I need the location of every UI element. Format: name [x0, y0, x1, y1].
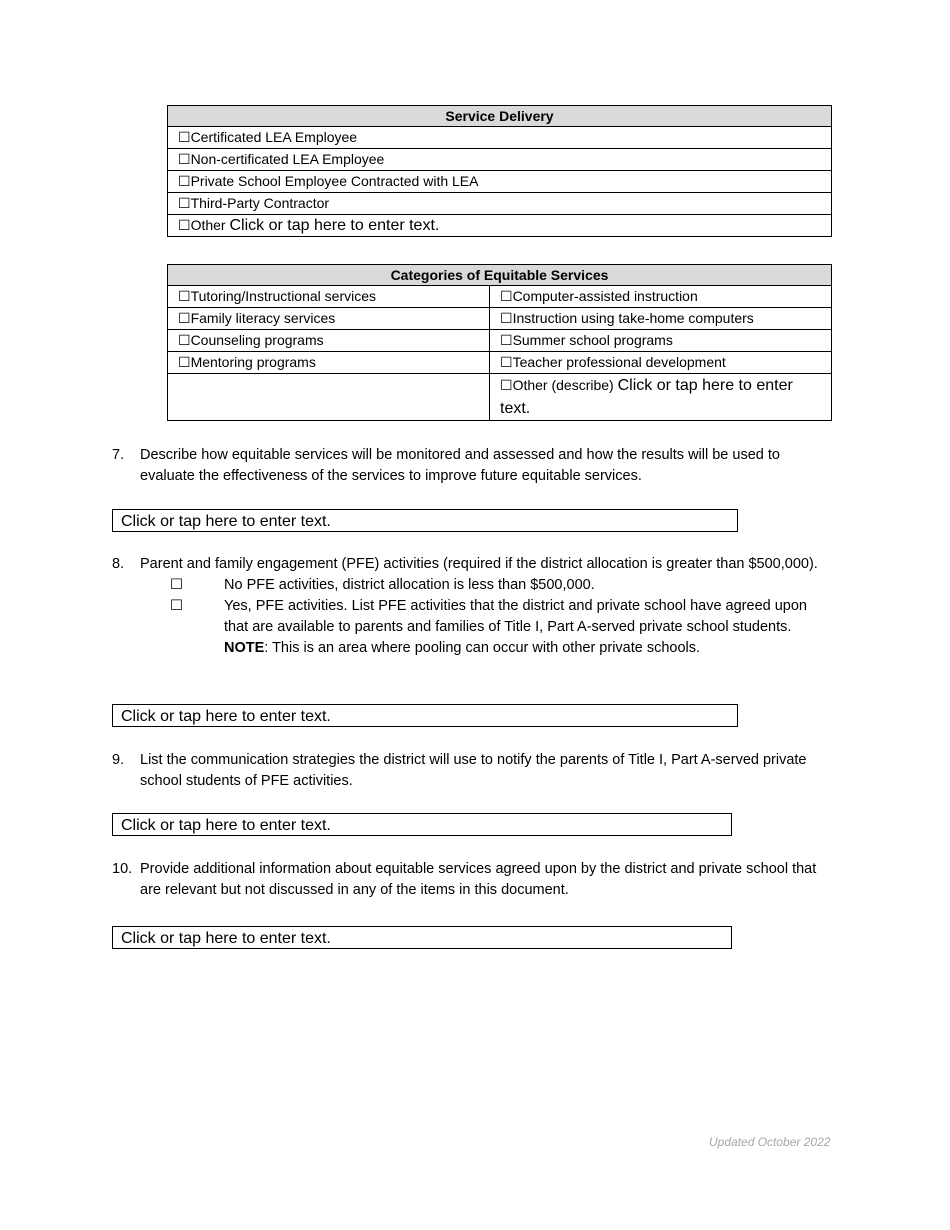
footer-updated-date: Updated October 2022 — [709, 1135, 831, 1149]
category-item[interactable] — [168, 330, 490, 352]
question-text: Describe how equitable services will be monitored and assessed and how the results will be used to evaluate the effectiveness of the services to improve future equitable services. — [140, 447, 780, 484]
service-item-certificated[interactable] — [168, 127, 832, 149]
categories-title: Categories of Equitable Services — [168, 265, 832, 286]
option-yes-pfe[interactable] — [170, 596, 832, 659]
service-item-private-contracted[interactable] — [168, 171, 832, 193]
service-item-label: Certificated LEA Employee — [190, 129, 358, 145]
other-text-input[interactable]: Click or tap here to enter text. — [229, 217, 440, 234]
checkbox[interactable]: ☐ — [178, 310, 191, 326]
checkbox[interactable]: ☐ — [178, 151, 191, 167]
q10-text-input[interactable]: Click or tap here to enter text. — [112, 926, 732, 949]
service-item-noncertificated[interactable] — [168, 149, 832, 171]
question-number: 9. — [112, 752, 125, 768]
category-label: Mentoring programs — [190, 354, 316, 370]
q7-text-input[interactable]: Click or tap here to enter text. — [112, 509, 738, 532]
service-item-label: Other — [190, 217, 226, 233]
checkbox[interactable]: ☐ — [178, 195, 191, 211]
checkbox[interactable]: ☐ — [500, 310, 513, 326]
option-label: No PFE activities, district allocation is less than $500,000. — [224, 577, 595, 593]
category-label: Summer school programs — [512, 332, 673, 348]
category-label: Other (describe) — [512, 377, 614, 393]
category-label: Tutoring/Instructional services — [190, 288, 377, 304]
category-item[interactable] — [490, 330, 832, 352]
service-item-label: Non-certificated LEA Employee — [190, 151, 385, 167]
option-no-pfe[interactable] — [170, 575, 832, 596]
q8-text-input[interactable]: Click or tap here to enter text. — [112, 704, 738, 727]
question-number: 7. — [112, 447, 125, 463]
category-label: Computer-assisted instruction — [512, 288, 698, 304]
service-delivery-table — [167, 105, 832, 237]
checkbox[interactable]: ☐ — [178, 173, 191, 189]
category-item[interactable] — [490, 286, 832, 308]
category-label: Family literacy services — [190, 310, 336, 326]
service-item-other[interactable] — [168, 215, 832, 237]
question-7 — [112, 445, 832, 487]
category-item-other[interactable] — [490, 374, 832, 421]
category-item[interactable] — [168, 286, 490, 308]
checkbox[interactable]: ☐ — [178, 129, 191, 145]
categories-table — [167, 264, 832, 421]
service-delivery-title: Service Delivery — [168, 106, 832, 127]
category-label: Teacher professional development — [512, 354, 726, 370]
checkbox[interactable]: ☐ — [500, 288, 513, 304]
checkbox[interactable]: ☐ — [178, 332, 191, 348]
q9-text-input[interactable]: Click or tap here to enter text. — [112, 813, 732, 836]
service-item-label: Third-Party Contractor — [190, 195, 330, 211]
option-label: Yes, PFE activities. List PFE activities that the district and private school have agreed upon that are available to parents and families of Title I, Part A-served private school students. — [224, 598, 807, 635]
note-text: : This is an area where pooling can occur with other private schools. — [264, 640, 701, 656]
checkbox[interactable]: ☐ — [178, 288, 191, 304]
category-item[interactable] — [490, 352, 832, 374]
category-label: Instruction using take-home computers — [512, 310, 754, 326]
checkbox[interactable]: ☐ — [500, 377, 513, 393]
checkbox[interactable]: ☐ — [178, 217, 191, 233]
checkbox[interactable]: ☐ — [500, 332, 513, 348]
service-item-label: Private School Employee Contracted with LEA — [190, 173, 479, 189]
category-item[interactable] — [490, 308, 832, 330]
other-describe-input[interactable]: Click or tap here to enter text. — [500, 377, 793, 417]
question-9 — [112, 750, 832, 792]
question-number: 8. — [112, 556, 125, 572]
question-number: 10. — [112, 861, 133, 877]
category-item[interactable] — [168, 352, 490, 374]
checkbox[interactable]: ☐ — [500, 354, 513, 370]
empty-cell — [168, 374, 490, 421]
service-item-third-party[interactable] — [168, 193, 832, 215]
note-label: NOTE — [224, 640, 265, 656]
checkbox[interactable]: ☐ — [170, 598, 183, 614]
question-10 — [112, 859, 832, 901]
category-label: Counseling programs — [190, 332, 324, 348]
question-text: Provide additional information about equitable services agreed upon by the district and private school that are relevant but not discussed in any of the items in this document. — [140, 861, 817, 898]
checkbox[interactable]: ☐ — [170, 577, 183, 593]
category-item[interactable] — [168, 308, 490, 330]
question-text: Parent and family engagement (PFE) activities (required if the district allocation is greater than $500,000). — [140, 556, 818, 572]
checkbox[interactable]: ☐ — [178, 354, 191, 370]
question-8 — [112, 554, 832, 659]
question-text: List the communication strategies the district will use to notify the parents of Title I, Part A-served private school students of PFE activities. — [140, 752, 807, 789]
